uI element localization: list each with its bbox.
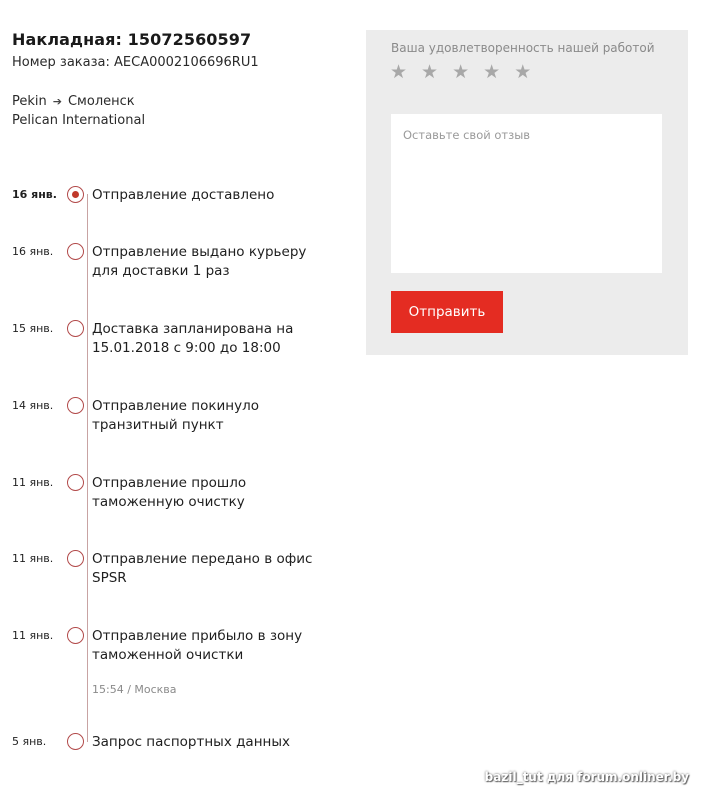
review-input[interactable]: [391, 114, 662, 273]
route: [12, 92, 342, 130]
event-text: Доставка запланирована на 15.01.2018 с 9:00 до 18:00: [92, 321, 294, 356]
event-date: 11 янв.: [12, 552, 54, 565]
rating-label: Ваша удовлетворенность нашей работой: [391, 41, 655, 55]
status-dot-icon: [67, 474, 84, 491]
star-icon[interactable]: ★: [514, 61, 532, 83]
star-icon[interactable]: ★: [483, 61, 501, 83]
status-dot-icon: [67, 550, 84, 567]
event-text: Отправление прибыло в зону таможенной очистки: [92, 628, 303, 663]
status-dot-icon: [67, 243, 84, 260]
star-icon[interactable]: ★: [421, 61, 439, 83]
event-text: Отправление доставлено: [92, 187, 275, 203]
event-time-location: 15:54 / Москва: [92, 683, 177, 696]
event-date: 15 янв.: [12, 322, 54, 335]
arrow-right-icon: ➔: [52, 95, 62, 108]
event-text: Отправление покинуло транзитный пункт: [92, 398, 259, 433]
event-date: 16 янв.: [12, 188, 57, 201]
route-line: [12, 92, 342, 111]
status-dot-icon: [67, 320, 84, 337]
star-rating: [390, 63, 531, 82]
event-date: 5 янв.: [12, 735, 47, 748]
timeline-line: [87, 194, 88, 742]
event-text: Запрос паспортных данных: [92, 734, 291, 750]
status-dot-icon: [67, 733, 84, 750]
event-date: 14 янв.: [12, 399, 54, 412]
route-destination: Смоленск: [67, 94, 135, 109]
star-icon[interactable]: ★: [452, 61, 470, 83]
event-date: 11 янв.: [12, 629, 54, 642]
status-dot-icon: [67, 397, 84, 414]
status-dot-active-icon: [67, 186, 84, 203]
event-date: 16 янв.: [12, 245, 54, 258]
route-origin: Pekin: [12, 94, 47, 109]
waybill-number: Накладная: 15072560597: [12, 30, 252, 49]
watermark: bazil_tut для forum.onliner.by: [484, 770, 689, 784]
event-text: Отправление выдано курьеру для доставки 1 раз: [92, 244, 307, 279]
star-icon[interactable]: ★: [390, 61, 408, 83]
feedback-panel: [366, 30, 688, 355]
event-date: 11 янв.: [12, 476, 54, 489]
status-dot-icon: [67, 627, 84, 644]
order-number: Номер заказа: AECA0002106696RU1: [12, 55, 259, 70]
shipment-header: [12, 30, 342, 130]
event-text: Отправление прошло таможенную очистку: [92, 475, 247, 510]
submit-review-button[interactable]: Отправить: [391, 291, 503, 333]
event-text: Отправление передано в офис SPSR: [92, 551, 313, 586]
carrier-name: Pelican International: [12, 113, 146, 128]
